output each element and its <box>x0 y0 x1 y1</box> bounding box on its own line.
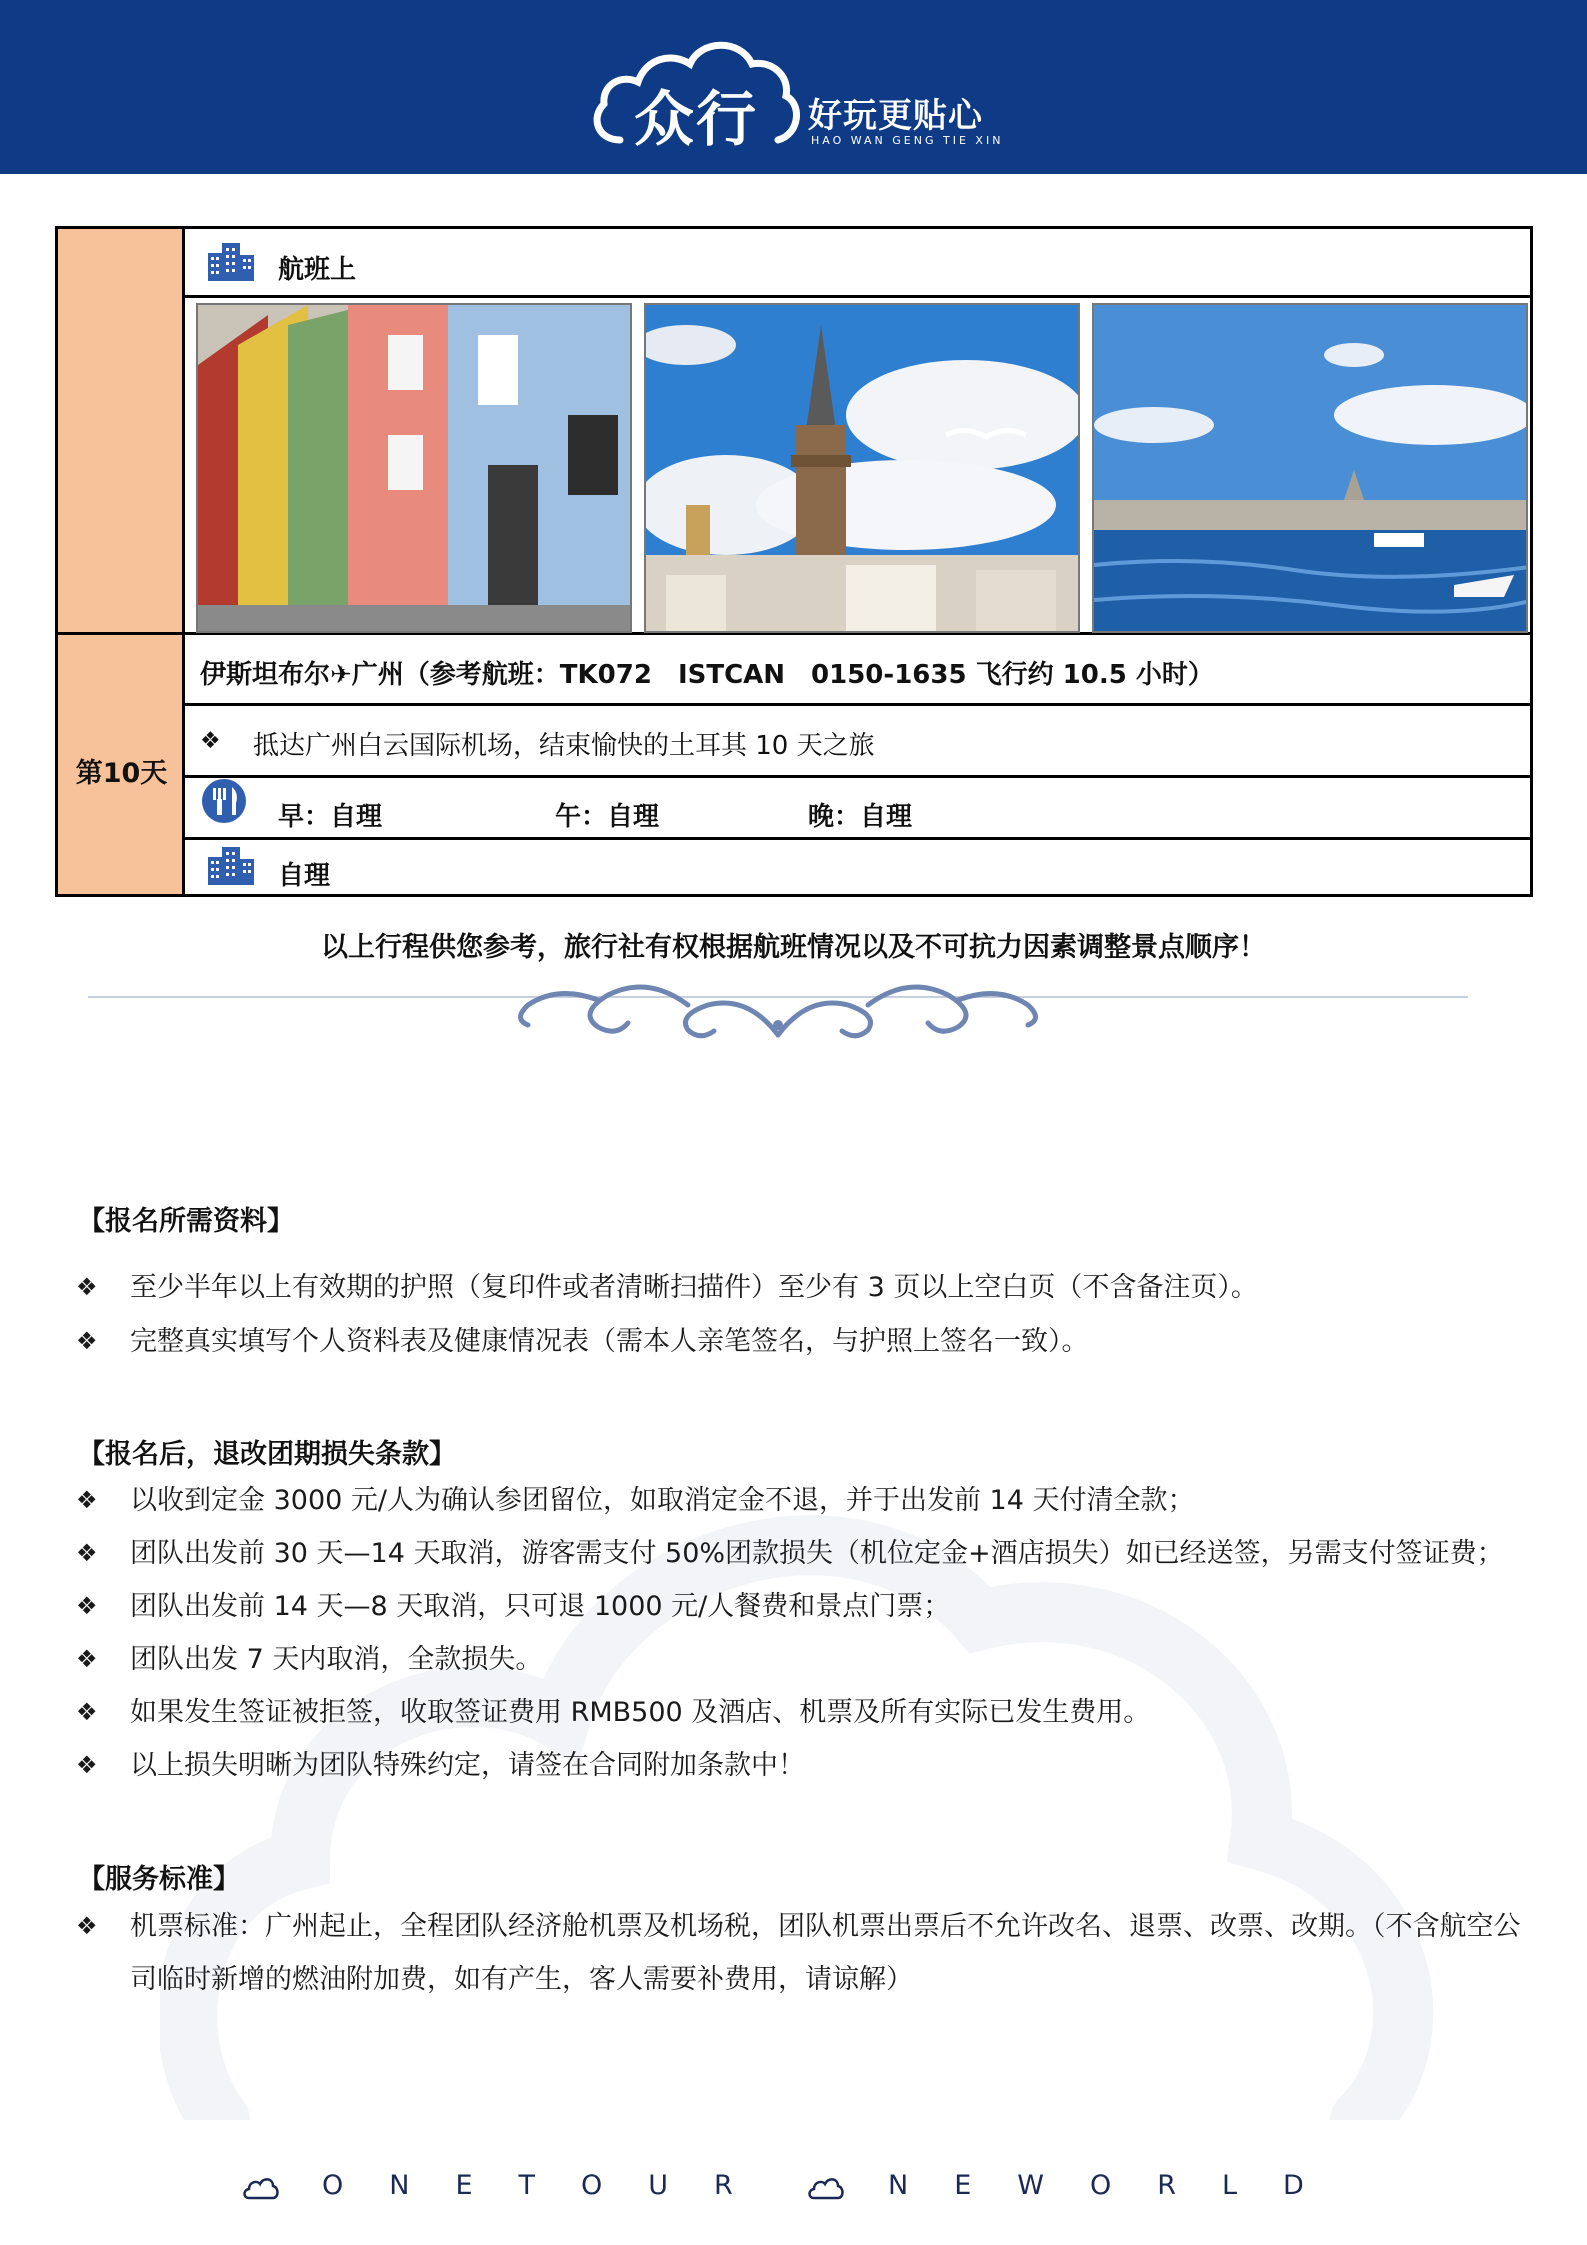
list-item: ❖ 如果发生签证被拒签，收取签证费用 RMB500 及酒店、机票及所有实际已发生费用。 <box>76 1686 1536 1739</box>
divider <box>185 837 1533 840</box>
brand-slogan-pinyin: HAO WAN GENG TIE XIN <box>811 134 1004 147</box>
decorative-scroll-divider <box>88 975 1468 1055</box>
meal-breakfast: 早：自理 <box>278 802 383 832</box>
brand-logo <box>590 30 1010 155</box>
section-title-required-docs: 【报名所需资料】 <box>78 1206 294 1237</box>
itinerary-disclaimer: 以上行程供您参考，旅行社有权根据航班情况以及不可抗力因素调整景点顺序！ <box>321 932 1266 963</box>
divider <box>185 775 1533 778</box>
list-item: ❖ 以收到定金 3000 元/人为确认参团留位，如取消定金不退，并于出发前 14 天付清全款； <box>76 1474 1536 1527</box>
day-column <box>58 229 185 894</box>
section-title-service-standard: 【服务标准】 <box>78 1864 240 1895</box>
photo-bosphorus-view <box>1092 303 1528 633</box>
meal-cutlery-icon <box>200 777 248 825</box>
list-item: ❖ 完整真实填写个人资料表及健康情况表（需本人亲笔签名，与护照上签名一致）。 <box>76 1315 1536 1368</box>
footer <box>0 2170 1587 2210</box>
activity-text: 抵达广州白云国际机场，结束愉快的土耳其 10 天之旅 <box>253 731 875 761</box>
meal-lunch: 午：自理 <box>555 802 660 832</box>
itinerary-table <box>55 226 1533 897</box>
bullet-icon: ❖ <box>76 1273 98 1301</box>
footer-left-text: ONETOUR <box>322 2170 779 2201</box>
bullet-icon: ❖ <box>76 1539 98 1567</box>
stay-label-2: 自理 <box>278 861 331 891</box>
bullet-icon: ❖ <box>76 1698 98 1726</box>
stay-label-1: 航班上 <box>278 255 357 285</box>
list-item: ❖ 团队出发 7 天内取消，全款损失。 <box>76 1633 1536 1686</box>
divider <box>185 703 1533 706</box>
brand-name: 众行 <box>634 85 758 155</box>
hotel-building-icon <box>206 843 256 887</box>
cloud-icon <box>808 2174 844 2202</box>
bullet-icon: ❖ <box>76 1327 98 1355</box>
list-item: ❖ 团队出发前 30 天—14 天取消，游客需支付 50%团款损失（机位定金+酒店损失）如已经送签，另需支付签证费； <box>76 1527 1536 1580</box>
header-banner <box>0 0 1587 174</box>
list-item: ❖ 至少半年以上有效期的护照（复印件或者清晰扫描件）至少有 3 页以上空白页（不含备注页）。 <box>76 1261 1536 1314</box>
photo-colorful-houses <box>196 303 632 633</box>
brand-slogan: 好玩更贴心 <box>808 96 983 136</box>
bullet-icon: ❖ <box>76 1486 98 1514</box>
list-item: ❖ 团队出发前 14 天—8 天取消，只可退 1000 元/人餐费和景点门票； <box>76 1580 1536 1633</box>
photo-galata-tower <box>644 303 1080 633</box>
bullet-icon: ❖ <box>76 1912 98 1940</box>
bullet-icon: ❖ <box>76 1645 98 1673</box>
bullet-icon: ❖ <box>200 728 221 754</box>
section-title-cancellation: 【报名后，退改团期损失条款】 <box>78 1439 456 1470</box>
bullet-icon: ❖ <box>76 1751 98 1779</box>
meal-dinner: 晚：自理 <box>808 802 913 832</box>
list-item: ❖ 以上损失明晰为团队特殊约定，请签在合同附加条款中！ <box>76 1739 1536 1792</box>
hotel-building-icon <box>206 239 256 283</box>
divider <box>185 295 1533 298</box>
day-label: 第10天 <box>75 758 168 789</box>
footer-right-text: NEWORLD <box>888 2170 1350 2201</box>
cloud-icon <box>243 2174 279 2202</box>
route-info: 伊斯坦布尔✈广州（参考航班：TK072 ISTCAN 0150-1635 飞行约 10.5 小时） <box>200 660 1214 690</box>
list-item: ❖ 机票标准：广州起止，全程团队经济舱机票及机场税，团队机票出票后不允许改名、退票、改票、改期。（不含航空公司临时新增的燃油附加费，如有产生，客人需要补费用，请谅解） <box>76 1900 1536 2006</box>
bullet-icon: ❖ <box>76 1592 98 1620</box>
